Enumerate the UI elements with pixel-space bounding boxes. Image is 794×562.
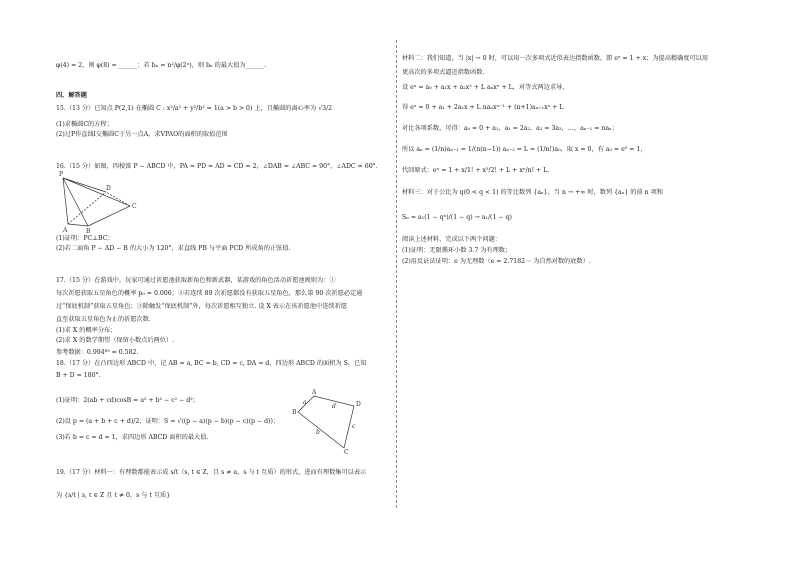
- vertex-b-label: B: [86, 228, 91, 234]
- vertex-a-label: A: [63, 227, 68, 234]
- question-14-tail: φ(4) = 2，则 φ(8) = ______；若 bₙ = n²/φ(2ⁿ)，则 bₙ 的最大值为______.: [56, 62, 267, 69]
- question-17-part-2: (2)求 X 的数学期望（保留小数点后两位）.: [56, 337, 175, 344]
- reference-data: 参考数据：0.994⁸⁹ ≈ 0.582.: [56, 349, 139, 356]
- vertex-d-label: D: [356, 401, 361, 408]
- section-heading: 四、解答题: [56, 92, 87, 99]
- side-d-label: d: [332, 403, 336, 410]
- quadrilateral-figure: [292, 388, 372, 454]
- question-18-part-3: (3)若 b = c = d = 1，求四边形 ABCD 面积的最大值.: [56, 434, 209, 441]
- vertex-p-label: P: [59, 171, 64, 178]
- vertex-c-label: C: [132, 203, 137, 210]
- task-part-1: (1)证明：无限循环小数 3.7 为有理数；: [402, 247, 512, 254]
- vertex-c-label: C: [344, 449, 349, 454]
- coefficient-formula: 所以 aₙ = (1/n)aₙ₋₁ = 1/(n(n−1)) aₙ₋₂ = L = (1/n!)a₀，取 x = 0，有 a₀ = e⁰ = 1，: [402, 146, 647, 153]
- coefficient-comparison: 对比各项系数，可得：a₀ = 0 + a₁，a₁ = 2a₂，a₂ = 3a₃，…，aₙ₋₁ = naₙ；: [402, 125, 618, 132]
- question-17-part-1: (1)求 X 的概率分布；: [56, 327, 117, 334]
- geometric-sum-limit: Sₙ = a₁(1 − qⁿ)/(1 − q) → a₁/(1 − q): [402, 214, 512, 221]
- question-15-part-1: (1)求椭圆C的方程；: [56, 121, 113, 128]
- exponential-series: 代回原式：eˣ = 1 + x/1! + x²/2! + L + xⁿ/n! + L.: [402, 167, 550, 174]
- column-divider: [396, 40, 397, 508]
- question-18-part-2: (2)设 p = (a + b + c + d)/2，证明：S = √((p − a)(p − b)(p − c)(p − d))；: [56, 418, 280, 425]
- material-2-intro: 材料二：我们知道，当 |x| → 0 时，可以用一次多项式近似表达指数函数，即 eˣ ≈ 1 + x；为提高精确度可以用: [402, 55, 709, 62]
- derivative-equation: 得 eˣ = 0 + a₁ + 2a₂x + L naₙxⁿ⁻¹ + (n+1)aₙ₊₁xⁿ + L: [402, 104, 564, 111]
- question-16-part-1: (1)证明：PC⊥BC；: [56, 235, 114, 242]
- question-16-stem: 16.（15 分）如图，四棱锥 P − ABCD 中，PA = PD = AD = CD = 2，∠DAB = ∠ABC = 90°，∠ADC = 60°.: [56, 163, 378, 170]
- question-17-line-4: 直至获取五星角色为止的祈愿次数.: [56, 316, 151, 323]
- question-17-line-2: 每次祈愿获取五星角色的概率 p₀ = 0.006；②若连续 89 次祈愿都没有获取五星角色，那么第 90 次祈愿必定通: [56, 290, 363, 297]
- side-b-label: b: [316, 429, 320, 436]
- task-instructions: 阅读上述材料，完成以下两个问题：: [402, 236, 501, 243]
- question-17-line-1: 17.（15 分）在游戏中，玩家可通过祈愿池获取新角色和新武器，某游戏的角色活动祈愿池规则为：①: [56, 277, 336, 284]
- question-15-part-2: (2)过P作直线l交椭圆C于另一点A，求VPAO的面积的取值范围: [56, 131, 228, 138]
- question-19-line-2: 为 {s/t | s, t ∈ Z 且 t ≠ 0，s 与 t 互质}: [56, 492, 171, 499]
- vertex-a-label: A: [312, 389, 317, 396]
- right-column: [402, 0, 742, 562]
- side-a-label: a: [303, 399, 307, 406]
- question-19-line-1: 19.（17 分）材料一：有理数都能表示成 s/t（s, t ∈ Z，且 s ≠ a，s 与 t 互质）的形式，进而有理数集可以表示: [56, 469, 367, 476]
- vertex-d-label: D: [106, 185, 111, 192]
- series-expansion: 设 eˣ = a₀ + a₁x + a₂x² + L aₙxⁿ + L，对等式两边求导，: [402, 84, 569, 91]
- question-17-line-3: 过“保底机制”获取五星角色；③除触发“保底机制”外，每次祈愿相互独立. 设 X 表示在该祈愿池中连续祈愿: [56, 303, 347, 310]
- material-3-intro: 材料三：对于公比为 q(0 < q < 1) 的等比数列 {aₙ}，当 n → +∞ 时，数列 {aₙ} 的前 n 项和: [402, 189, 663, 196]
- task-part-2: (2)用反证法证明：e 为无理数（e = 2.7182⋯ 为自然对数的底数）.: [402, 258, 591, 265]
- side-c-label: c: [352, 423, 356, 430]
- question-18-part-1: (1)证明：2(ab + cd)cosB = a² + b² − c² − d²；: [56, 397, 199, 404]
- material-2-intro-cont: 更高次的多项式逼近指数函数.: [402, 69, 485, 76]
- question-18-condition: B + D = 180°.: [56, 372, 101, 379]
- pyramid-figure: [58, 170, 144, 234]
- vertex-b-label: B: [292, 409, 297, 416]
- question-15-stem: 15.（13 分）已知点 P(2,1) 在椭圆 C : x²/a² + y²/b² = 1(a > b > 0) 上，且椭圆的离心率为 √3/2: [56, 105, 333, 112]
- left-column: [56, 0, 392, 562]
- question-16-part-2: (2)若二面角 P − AD − B 的大小为 120°，求直线 PB 与平面 PCD 所成角的正弦值.: [56, 245, 291, 252]
- question-18-stem: 18.（17 分）在凸四边形 ABCD 中，记 AB = a, BC = b, CD = c, DA = d，四边形 ABCD 的面积为 S，已知: [56, 360, 367, 367]
